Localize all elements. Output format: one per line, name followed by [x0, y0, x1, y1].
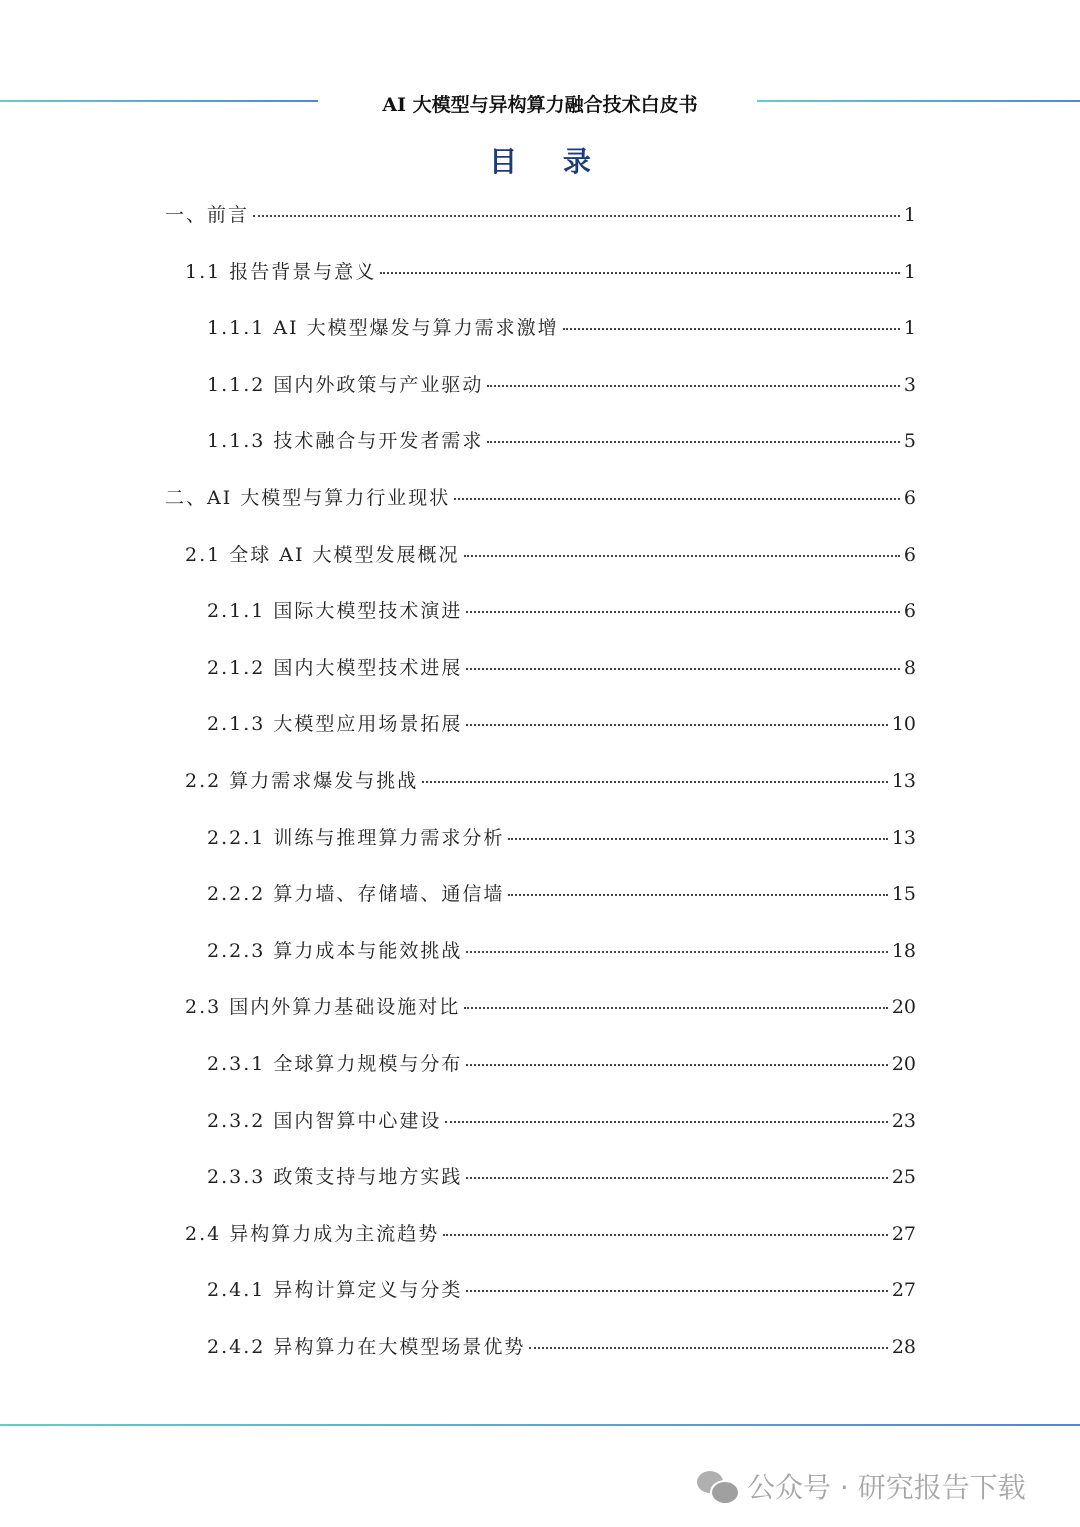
- toc-entry[interactable]: [207, 1162, 916, 1190]
- dot-leader: [443, 1234, 888, 1236]
- toc-entry-label: 2.3.1 全球算力规模与分布: [207, 1053, 463, 1075]
- toc-entry-label: 二、AI 大模型与算力行业现状: [165, 487, 451, 509]
- dot-leader: [529, 1347, 887, 1349]
- dot-leader: [508, 894, 887, 896]
- dot-leader: [380, 272, 900, 274]
- toc-entry-page: 28: [891, 1336, 916, 1358]
- toc-entry[interactable]: [207, 370, 916, 398]
- toc-entry[interactable]: [185, 540, 916, 568]
- toc-entry[interactable]: [207, 596, 916, 624]
- dot-leader: [454, 498, 900, 500]
- toc-entry-page: 6: [903, 487, 916, 509]
- toc-entry[interactable]: [207, 313, 916, 341]
- toc-entry[interactable]: [185, 766, 916, 794]
- toc-entry-page: 25: [891, 1166, 916, 1189]
- dot-leader: [464, 555, 900, 557]
- toc-entry-page: 13: [891, 770, 916, 792]
- toc-entry-page: 20: [891, 1053, 916, 1075]
- toc-entry[interactable]: [165, 483, 916, 511]
- toc-entry-page: 8: [903, 656, 916, 679]
- toc-entry-page: 27: [891, 1222, 916, 1245]
- toc-entry-page: 27: [891, 1279, 916, 1302]
- dot-leader: [563, 328, 900, 330]
- toc-entry-label: 1.1.3 技术融合与开发者需求: [207, 430, 484, 453]
- dot-leader: [466, 611, 900, 613]
- toc-entry-label: 2.3 国内外算力基础设施对比: [185, 996, 461, 1019]
- toc-entry[interactable]: [207, 879, 916, 907]
- toc-entry[interactable]: [185, 257, 916, 285]
- footer-rule: [0, 1424, 1080, 1426]
- toc-entry-label: 一、前言: [165, 204, 250, 226]
- toc-entry[interactable]: [207, 426, 916, 454]
- dot-leader: [487, 441, 900, 443]
- toc-entry-page: 5: [903, 430, 916, 453]
- toc-entry-label: 2.4.1 异构计算定义与分类: [207, 1279, 463, 1302]
- toc-entry-label: 2.3.3 政策支持与地方实践: [207, 1166, 463, 1189]
- toc-entry[interactable]: [165, 200, 916, 228]
- toc-entry-label: 2.1.3 大模型应用场景拓展: [207, 713, 463, 736]
- toc-entry-page: 3: [903, 373, 916, 396]
- toc-entry-label: 1.1 报告背景与意义: [185, 260, 377, 283]
- toc-entry-page: 10: [891, 713, 916, 736]
- toc-entry-label: 2.3.2 国内智算中心建设: [207, 1109, 442, 1132]
- dot-leader: [508, 838, 887, 840]
- toc-entry-page: 20: [891, 996, 916, 1019]
- toc-entry-page: 18: [891, 939, 916, 962]
- toc-entry-label: 2.1 全球 AI 大模型发展概况: [185, 543, 460, 566]
- dot-leader: [466, 668, 900, 670]
- toc-entry-label: 1.1.2 国内外政策与产业驱动: [207, 373, 484, 396]
- toc-entry-label: 1.1.1 AI 大模型爆发与算力需求激增: [207, 317, 559, 340]
- toc-entry-page: 1: [903, 260, 916, 283]
- toc-entry-page: 13: [891, 826, 916, 849]
- toc-entry[interactable]: [207, 1049, 916, 1077]
- dot-leader: [464, 1007, 888, 1009]
- toc-entry-label: 2.1.1 国际大模型技术演进: [207, 600, 463, 623]
- dot-leader: [466, 1064, 887, 1066]
- toc-title: 目 录: [489, 145, 609, 178]
- dot-leader: [466, 1290, 887, 1292]
- dot-leader: [466, 1177, 887, 1179]
- toc-entry-label: 2.4 异构算力成为主流趋势: [185, 1222, 440, 1245]
- wechat-icon: [697, 1469, 739, 1503]
- toc-entry-label: 2.1.2 国内大模型技术进展: [207, 656, 463, 679]
- dot-leader: [422, 781, 888, 783]
- toc-entry-page: 6: [903, 600, 916, 623]
- dot-leader: [253, 215, 900, 217]
- toc-entry-page: 1: [903, 204, 916, 226]
- dot-leader: [487, 385, 900, 387]
- dot-leader: [466, 724, 887, 726]
- toc-entry[interactable]: [207, 1106, 916, 1134]
- running-header: AI 大模型与异构算力融合技术白皮书: [382, 94, 698, 116]
- dot-leader: [445, 1121, 887, 1123]
- toc-entry-label: 2.2 算力需求爆发与挑战: [185, 770, 419, 792]
- watermark: [697, 1466, 1026, 1506]
- dot-leader: [466, 951, 887, 953]
- toc-entry[interactable]: [207, 1275, 916, 1303]
- watermark-text: 公众号 · 研究报告下载: [747, 1471, 1026, 1504]
- toc-entry-page: 23: [891, 1109, 916, 1132]
- toc-entry[interactable]: [207, 823, 916, 851]
- toc-entry-page: 6: [903, 543, 916, 566]
- toc-entry[interactable]: [207, 709, 916, 737]
- toc-entry[interactable]: [207, 653, 916, 681]
- toc-entry-label: 2.2.2 算力墙、存储墙、通信墙: [207, 883, 505, 906]
- toc-entry[interactable]: [185, 1219, 916, 1247]
- toc-entry[interactable]: [207, 936, 916, 964]
- toc-entry-label: 2.2.3 算力成本与能效挑战: [207, 939, 463, 962]
- toc-entry[interactable]: [207, 1332, 916, 1360]
- toc-entry-label: 2.2.1 训练与推理算力需求分析: [207, 826, 505, 849]
- toc-entry-label: 2.4.2 异构算力在大模型场景优势: [207, 1336, 526, 1358]
- toc-entry[interactable]: [185, 992, 916, 1020]
- toc-entry-page: 1: [903, 317, 916, 340]
- toc-entry-page: 15: [891, 883, 916, 906]
